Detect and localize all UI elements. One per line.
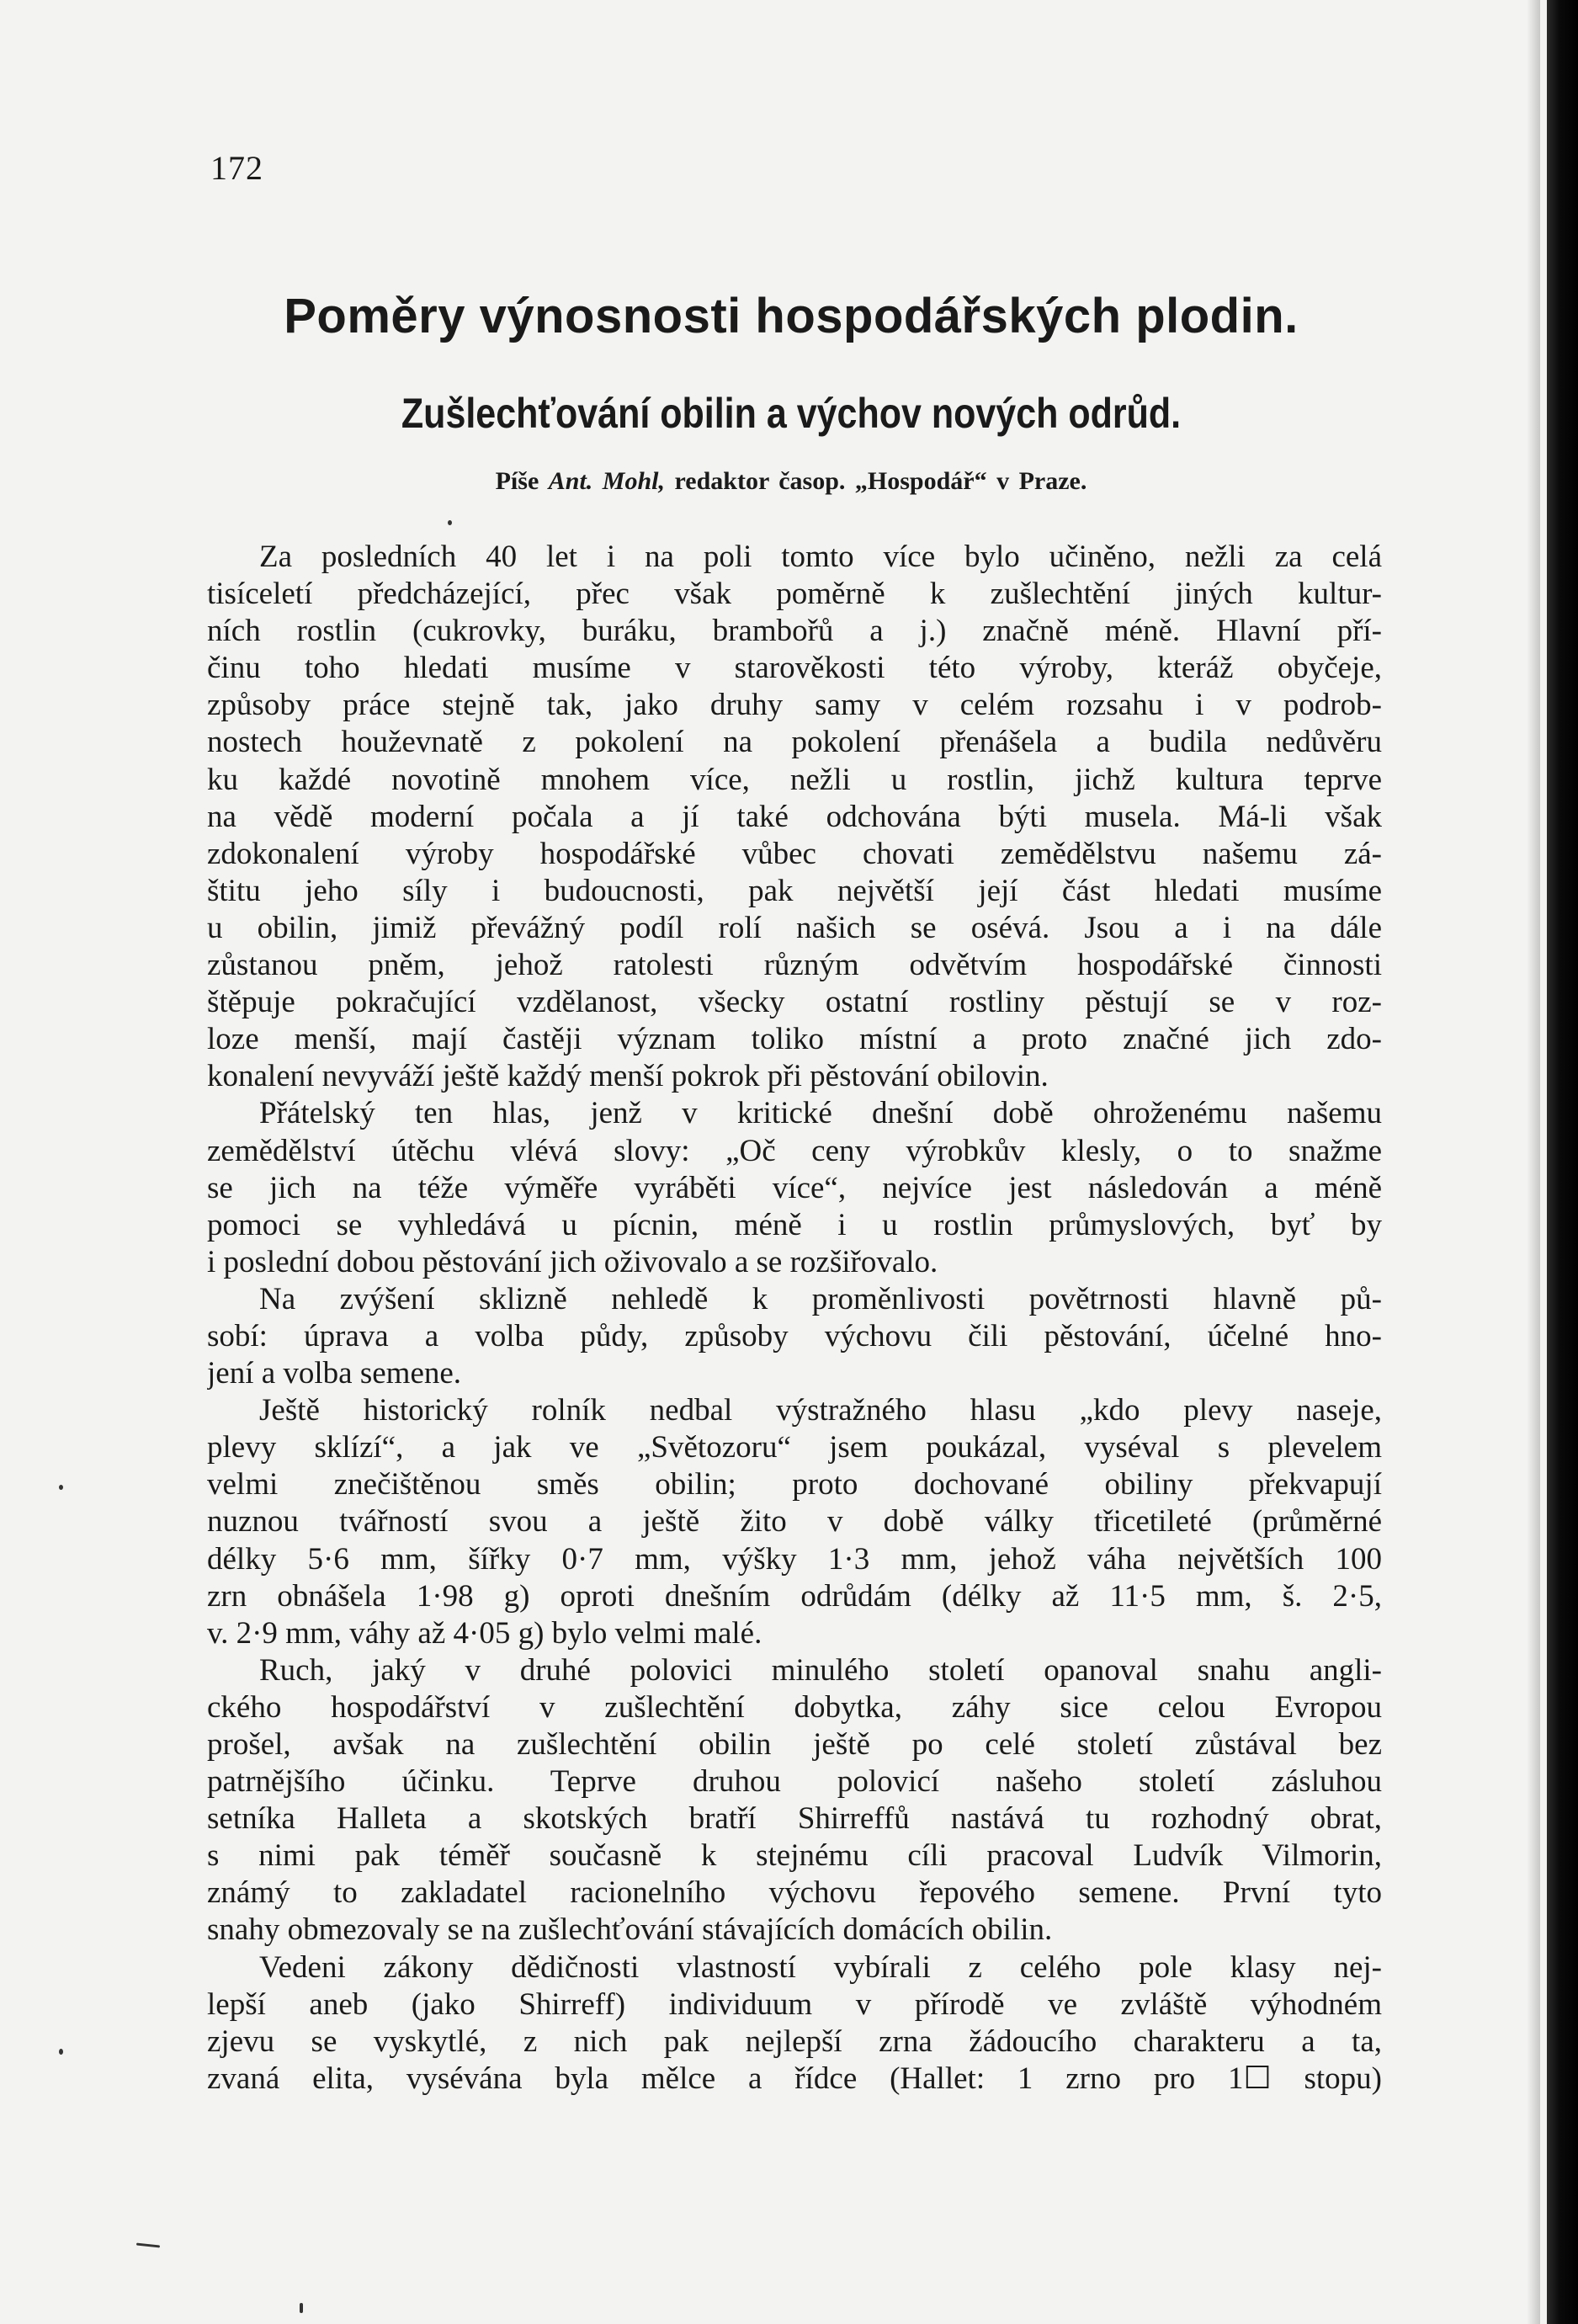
text-line: prošel, avšak na zušlechtění obilin ještě po celé století zůstával bez — [207, 1727, 1382, 1762]
scan-speck — [59, 1485, 63, 1490]
text-line: Vedeni zákony dědičnosti vlastností vybírali z celého pole klasy nej- — [259, 1949, 1382, 1985]
text-line: loze menší, mají častěji význam toliko místní a proto značné jich zdo- — [207, 1022, 1382, 1057]
text-line: nuznou tvářností svou a ještě žito v době války třicetileté (průměrné — [207, 1504, 1382, 1540]
text-line: Ještě historický rolník nedbal výstražného hlasu „kdo plevy naseje, — [259, 1393, 1382, 1428]
text-line: štitu jeho síly i budoucnosti, pak největší její část hledati musíme — [207, 873, 1382, 908]
text-line: pomoci se vyhledává u pícnin, méně i u rostlin průmyslových, byť by — [207, 1207, 1382, 1242]
text-line: setníka Halleta a skotských bratří Shirreffů nastává tu rozhodný obrat, — [207, 1801, 1382, 1837]
text-line: plevy sklízí“, a jak ve „Světozoru“ jsem poukázal, vyséval s plevelem — [207, 1430, 1382, 1465]
text-line: na vědě moderní počala a jí také odchována býti musela. Má-li však — [207, 799, 1382, 834]
byline-author: Ant. Mohl, — [548, 467, 665, 495]
text-line: jení a volba semene. — [207, 1356, 462, 1391]
text-line: patrnějšího účinku. Teprve druhou polovicí našeho století zásluhou — [207, 1764, 1382, 1800]
text-line: štěpuje pokračující vzdělanost, všecky ostatní rostliny pěstují se v roz- — [207, 985, 1382, 1020]
text-line: Na zvýšení sklizně nehledě k proměnlivosti povětrnosti hlavně pů- — [259, 1281, 1382, 1316]
text-line: zrn obnášela 1·98 g) oproti dnešním odrůdám (délky až 11·5 mm, š. 2·5, — [207, 1578, 1382, 1614]
text-line: zvaná elita, vysévána byla mělce a řídce (Hallet: 1 zrno pro 1☐ stopu) — [207, 2061, 1382, 2096]
text-line: v. 2·9 mm, váhy až 4·05 g) bylo velmi malé. — [207, 1615, 762, 1651]
page-number: 172 — [210, 149, 263, 187]
scan-border — [1547, 0, 1578, 2324]
text-line: zjevu se vyskytlé, z nich pak nejlepší zrna žádoucího charakteru a ta, — [207, 2024, 1382, 2059]
text-line: se jich na téže výměře vyráběti více“, nejvíce jest následován a méně — [207, 1170, 1382, 1205]
text-line: ních rostlin (cukrovky, buráku, brambořů a j.) značně méně. Hlavní pří- — [207, 614, 1382, 649]
text-line: délky 5·6 mm, šířky 0·7 mm, výšky 1·3 mm, jehož váha největších 100 — [207, 1541, 1382, 1577]
text-line: snahy obmezovaly se na zušlechťování stávajících domácích obilin. — [207, 1912, 1053, 1948]
text-line: Přátelský ten hlas, jenž v kritické dnešní době ohroženému našemu — [259, 1096, 1382, 1131]
text-line: způsoby práce stejně tak, jako druhy samy v celém rozsahu i v podrob- — [207, 688, 1382, 723]
text-line: konalení nevyváží ještě každý menší pokrok při pěstování obilovin. — [207, 1059, 1049, 1094]
text-line: ku každé novotině mnohem více, nežli u rostlin, jichž kultura teprve — [207, 762, 1382, 797]
scan-speck — [59, 2049, 63, 2055]
article-subtitle: Zušlechťování obilin a výchov nových odrůd. — [401, 390, 1182, 437]
text-line: sobí: úprava a volba půdy, způsoby výchovu čili pěstování, účelné hno- — [207, 1318, 1382, 1353]
text-line: tisíceletí předcházející, přec však poměrně k zušlechtění jiných kultur- — [207, 577, 1382, 612]
text-line: činu toho hledati musíme v starověkosti této výroby, kteráž obyčeje, — [207, 651, 1382, 686]
text-line: lepší aneb (jako Shirreff) individuum v přírodě ve zvláště výhodném — [207, 1986, 1382, 2022]
scan-speck — [448, 520, 452, 525]
text-line: zdokonalení výroby hospodářské vůbec chovati zemědělstvu našemu zá- — [207, 836, 1382, 871]
byline-suffix: redaktor časop. „Hospodář“ v Praze. — [674, 467, 1087, 495]
scan-speck — [136, 2243, 160, 2248]
text-line: ckého hospodářství v zušlechtění dobytka, záhy sice celou Evropou — [207, 1689, 1382, 1725]
text-line: zemědělství útěchu vlévá slovy: „Oč ceny výrobkův klesly, o to snažme — [207, 1133, 1382, 1168]
text-line: Ruch, jaký v druhé polovici minulého století opanoval snahu angli- — [259, 1652, 1382, 1688]
text-line: velmi znečištěnou směs obilin; proto dochované obiliny překvapují — [207, 1467, 1382, 1502]
byline-prefix: Píše — [495, 467, 539, 495]
text-line: u obilin, jimiž převážný podíl rolí našich se osévá. Jsou a i na dále — [207, 910, 1382, 945]
text-line: s nimi pak téměř současně k stejnému cíli pracoval Ludvík Vilmorin, — [207, 1838, 1382, 1874]
byline — [0, 467, 1578, 496]
article-title: Poměry výnosnosti hospodářských plodin. — [284, 289, 1299, 343]
text-line: zůstanou pněm, jehož ratolesti různým odvětvím hospodářské činnosti — [207, 948, 1382, 983]
text-line: nostech houževnatě z pokolení na pokolení přenášela a budila nedůvěru — [207, 725, 1382, 760]
scan-speck — [1527, 0, 1540, 2324]
text-line: Za posledních 40 let i na poli tomto více bylo učiněno, nežli za celá — [259, 540, 1382, 574]
article-body — [207, 539, 1382, 2098]
text-line: i poslední dobou pěstování jich oživovalo a se rozšiřovalo. — [207, 1244, 938, 1279]
text-line: známý to zakladatel racionelního výchovu řepového semene. První tyto — [207, 1875, 1382, 1911]
scan-speck — [300, 2303, 303, 2313]
